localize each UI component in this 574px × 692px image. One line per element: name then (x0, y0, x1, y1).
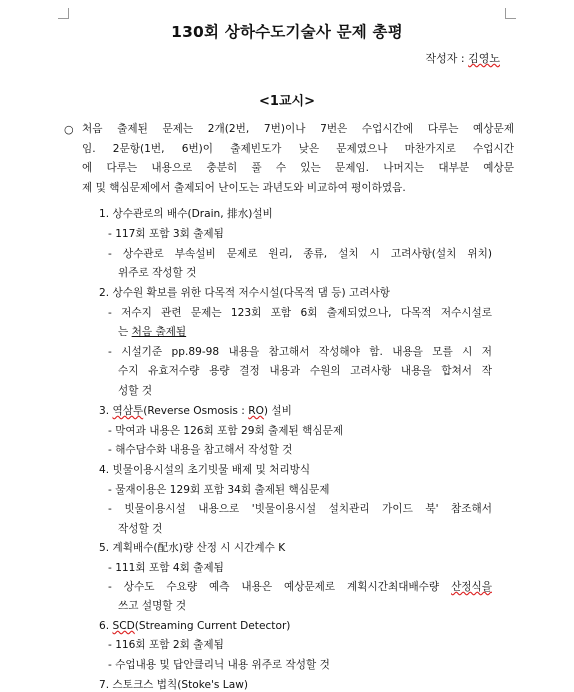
author-line (426, 50, 500, 66)
intro-line: 임. 2문항(1번, 6번)이 출제빈도가 낮은 문제였으나 마찬가지로 수업시간 (82, 142, 514, 155)
question-6-number: 6. (99, 620, 113, 632)
question-3-detail: - 막여과 내용은 126회 포함 29회 출제된 핵심문제 (108, 425, 344, 437)
question-6-detail: - 수업내용 및 답안클리닉 내용 위주로 작성할 것 (108, 659, 330, 671)
question-4-detail: 작성할 것 (118, 523, 163, 535)
question-4-detail: - 물재이용은 129회 포함 34회 출제된 핵심문제 (108, 484, 330, 496)
intro-line: 에 다루는 내용으로 충분히 풀 수 있는 문제임. 나머지는 대부분 예상문 (82, 162, 514, 175)
question-2-detail: 수지 유효저수량 용량 결정 내용과 수원의 고려사항 내용을 합쳐서 작 (118, 365, 492, 377)
question-5-heading: 5. 계획배수(配水)량 산정 시 시간계수 K (99, 542, 286, 554)
author-name: 김영노 (468, 52, 500, 65)
question-4-heading: 4. 빗물이용시설의 초기빗물 배제 및 처리방식 (99, 464, 311, 476)
question-2-detail: - 저수지 관련 문제는 123회 포함 6회 출제되었으나, 다목적 저수시설로 (108, 307, 492, 319)
question-6-detail: - 116회 포함 2회 출제됨 (108, 639, 224, 651)
question-7-heading: 7. 스토크스 법칙(Stoke's Law) (99, 679, 249, 691)
question-6-term-english: (Streaming Current Detector) (134, 620, 291, 632)
question-5-detail (108, 580, 492, 594)
author-label: 작성자 : (425, 52, 469, 65)
question-3-number: 3. (99, 405, 113, 417)
question-2-detail: 성할 것 (118, 385, 153, 397)
question-1-heading: 1. 상수관로의 배수(Drain, 排水)설비 (99, 208, 273, 220)
question-3-suffix: ) 설비 (263, 405, 292, 417)
page-corner-mark-right (505, 8, 516, 19)
question-5-detail-text: - 상수도 수요량 예측 내용은 예상문제로 계획시간최대배수량 (108, 581, 452, 593)
question-1-detail: - 상수관로 부속설비 문제로 원리, 종류, 설치 시 고려사항(설치 위치) (108, 248, 492, 260)
question-1-detail: 위주로 작성할 것 (118, 267, 197, 279)
intro-paragraph (64, 120, 514, 198)
question-3-term-english: (Reverse Osmosis : (143, 405, 249, 417)
question-3-detail: - 해수담수화 내용을 참고해서 작성할 것 (108, 444, 293, 456)
question-5-detail: - 111회 포함 4회 출제됨 (108, 562, 224, 574)
document-title: 130회 상하수도기술사 문제 총평 (171, 23, 403, 41)
question-2-detail (118, 325, 186, 339)
question-3-heading (99, 404, 292, 418)
question-2-detail-text: 는 (118, 326, 132, 338)
page-corner-mark-left (58, 8, 69, 19)
intro-line: 처음 출제된 문제는 2개(2번, 7번)이나 7번은 수업시간에 다루는 예상문제 (82, 123, 514, 135)
question-3-term-abbr: RO (248, 405, 264, 417)
question-6-heading (99, 619, 290, 633)
question-5-detail: 쓰고 설명할 것 (118, 600, 187, 612)
question-2-first-time-underline: 처음 출제됨 (131, 326, 187, 338)
intro-line: 제 및 핵심문제에서 출제되어 난이도는 과년도와 비교하여 평이하였음. (82, 181, 406, 194)
question-4-detail: - 빗물이용시설 내용으로 '빗물이용시설 설치관리 가이드 북' 참조해서 (108, 503, 492, 515)
question-3-term: 역삼투 (112, 405, 144, 417)
question-2-detail: - 시설기준 pp.89-98 내용을 참고해서 작성해야 함. 내용을 모를 시 저 (108, 346, 492, 358)
question-1-detail: - 117회 포함 3회 출제됨 (108, 228, 224, 240)
question-2-heading: 2. 상수원 확보를 위한 다목적 저수시설(다목적 댐 등) 고려사항 (99, 287, 390, 299)
question-5-formula-term: 산정식을 (451, 581, 492, 593)
question-6-term-abbr: SCD (112, 620, 135, 632)
intro-bullet-icon: ○ (64, 123, 74, 136)
session-heading: <1교시> (259, 94, 315, 109)
